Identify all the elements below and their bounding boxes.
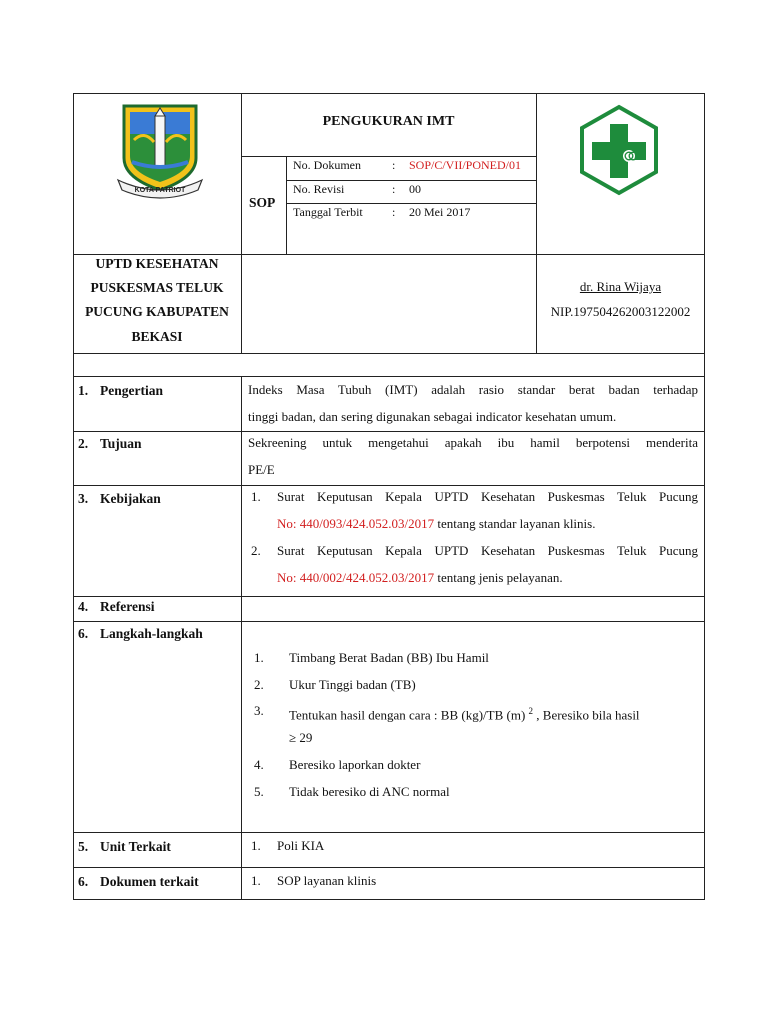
signatory-name: dr. Rina Wijaya bbox=[579, 279, 662, 294]
section-title: Pengertian bbox=[100, 383, 163, 398]
pengertian-line-2: tinggi badan, dan sering digunakan sebagai indicator kesehatan umum. bbox=[248, 409, 617, 424]
doc-number-sep: : bbox=[392, 158, 396, 172]
kebijakan-item-1-line-1: Surat Keputusan Kepala UPTD Kesehatan Puskesmas Teluk Pucung bbox=[277, 489, 698, 504]
step-3-continuation: ≥ 29 bbox=[289, 730, 313, 745]
section-number: 6. bbox=[78, 874, 89, 889]
section-unit-heading bbox=[78, 839, 171, 855]
kebijakan-item-2-ref: No: 440/002/424.052.03/2017 bbox=[277, 570, 435, 585]
tujuan-line-2: PE/E bbox=[248, 462, 275, 477]
section-title: Langkah-langkah bbox=[100, 626, 203, 641]
section-title: Tujuan bbox=[100, 436, 142, 451]
pengertian-line-1: Indeks Masa Tubuh (IMT) adalah rasio standar berat badan terhadap bbox=[248, 382, 698, 397]
section-number: 4. bbox=[78, 599, 89, 614]
institution-line-4: BEKASI bbox=[131, 329, 183, 344]
step-3-formula: Tentukan hasil dengan cara : BB (kg)/TB (m) bbox=[289, 707, 526, 723]
dokumen-item-1-text: SOP layanan klinis bbox=[277, 873, 377, 888]
step-1-number: 1. bbox=[254, 650, 264, 665]
section-title: Kebijakan bbox=[100, 491, 161, 506]
sop-label: SOP bbox=[249, 195, 276, 210]
tujuan-line-1: Sekreening untuk mengetahui apakah ibu hamil berpotensi menderita bbox=[248, 435, 698, 450]
kebijakan-item-1-line-2 bbox=[277, 516, 595, 532]
issue-date-sep: : bbox=[392, 205, 396, 219]
section-title: Dokumen terkait bbox=[100, 874, 199, 889]
section-title: Referensi bbox=[100, 599, 155, 614]
step-4-number: 4. bbox=[254, 757, 264, 772]
kebijakan-item-2-rest: tentang jenis pelayanan. bbox=[434, 570, 563, 585]
signatory-nip: NIP.197504262003122002 bbox=[550, 304, 691, 319]
document-title: PENGUKURAN IMT bbox=[322, 114, 455, 129]
step-2-number: 2. bbox=[254, 677, 264, 692]
step-5-text: Tidak beresiko di ANC normal bbox=[289, 784, 450, 799]
step-3-superscript: 2 bbox=[528, 706, 534, 716]
step-3-number: 3. bbox=[254, 703, 264, 718]
step-4-text: Beresiko laporkan dokter bbox=[289, 757, 421, 772]
kebijakan-item-2-number: 2. bbox=[251, 543, 261, 558]
kebijakan-item-2-line-1: Surat Keputusan Kepala UPTD Kesehatan Puskesmas Teluk Pucung bbox=[277, 543, 698, 558]
unit-item-1-number: 1. bbox=[251, 838, 261, 853]
section-kebijakan-heading bbox=[78, 491, 161, 507]
section-number: 3. bbox=[78, 491, 89, 506]
step-3-text bbox=[289, 703, 640, 723]
kebijakan-item-1-number: 1. bbox=[251, 489, 261, 504]
section-title: Unit Terkait bbox=[100, 839, 171, 854]
doc-number-label: No. Dokumen bbox=[293, 158, 361, 172]
revision-value: 00 bbox=[409, 182, 421, 196]
step-1-text: Timbang Berat Badan (BB) Ibu Hamil bbox=[289, 650, 489, 665]
revision-sep: : bbox=[392, 182, 396, 196]
unit-item-1-text: Poli KIA bbox=[277, 838, 325, 853]
section-number: 6. bbox=[78, 626, 89, 641]
kebijakan-item-1-ref: No: 440/093/424.052.03/2017 bbox=[277, 516, 435, 531]
section-pengertian-heading bbox=[78, 383, 163, 399]
section-number: 1. bbox=[78, 383, 89, 398]
section-number: 2. bbox=[78, 436, 89, 451]
section-langkah-heading bbox=[78, 626, 203, 642]
puskesmas-logo bbox=[578, 104, 660, 196]
section-tujuan-heading bbox=[78, 436, 142, 452]
section-number: 5. bbox=[78, 839, 89, 854]
doc-number-value: SOP/C/VII/PONED/01 bbox=[409, 158, 522, 172]
kebijakan-item-1-rest: tentang standar layanan klinis. bbox=[434, 516, 596, 531]
step-3-tail: , Beresiko bila hasil bbox=[533, 707, 640, 723]
section-referensi-heading bbox=[78, 599, 154, 615]
institution-line-3: PUCUNG KABUPATEN bbox=[85, 304, 229, 319]
revision-label: No. Revisi bbox=[293, 182, 345, 196]
step-2-text: Ukur Tinggi badan (TB) bbox=[289, 677, 416, 692]
institution-line-1: UPTD KESEHATAN bbox=[95, 256, 219, 271]
institution-line-2: PUSKESMAS TELUK bbox=[90, 280, 224, 295]
issue-date-value: 20 Mei 2017 bbox=[409, 205, 471, 219]
crest-ribbon-text: KOTA PATRIOT bbox=[134, 187, 186, 194]
issue-date-label: Tanggal Terbit bbox=[293, 205, 363, 219]
section-dokumen-heading bbox=[78, 874, 199, 890]
kebijakan-item-2-line-2 bbox=[277, 570, 563, 586]
kota-bekasi-crest-logo bbox=[114, 100, 206, 200]
dokumen-item-1-number: 1. bbox=[251, 873, 261, 888]
step-5-number: 5. bbox=[254, 784, 264, 799]
